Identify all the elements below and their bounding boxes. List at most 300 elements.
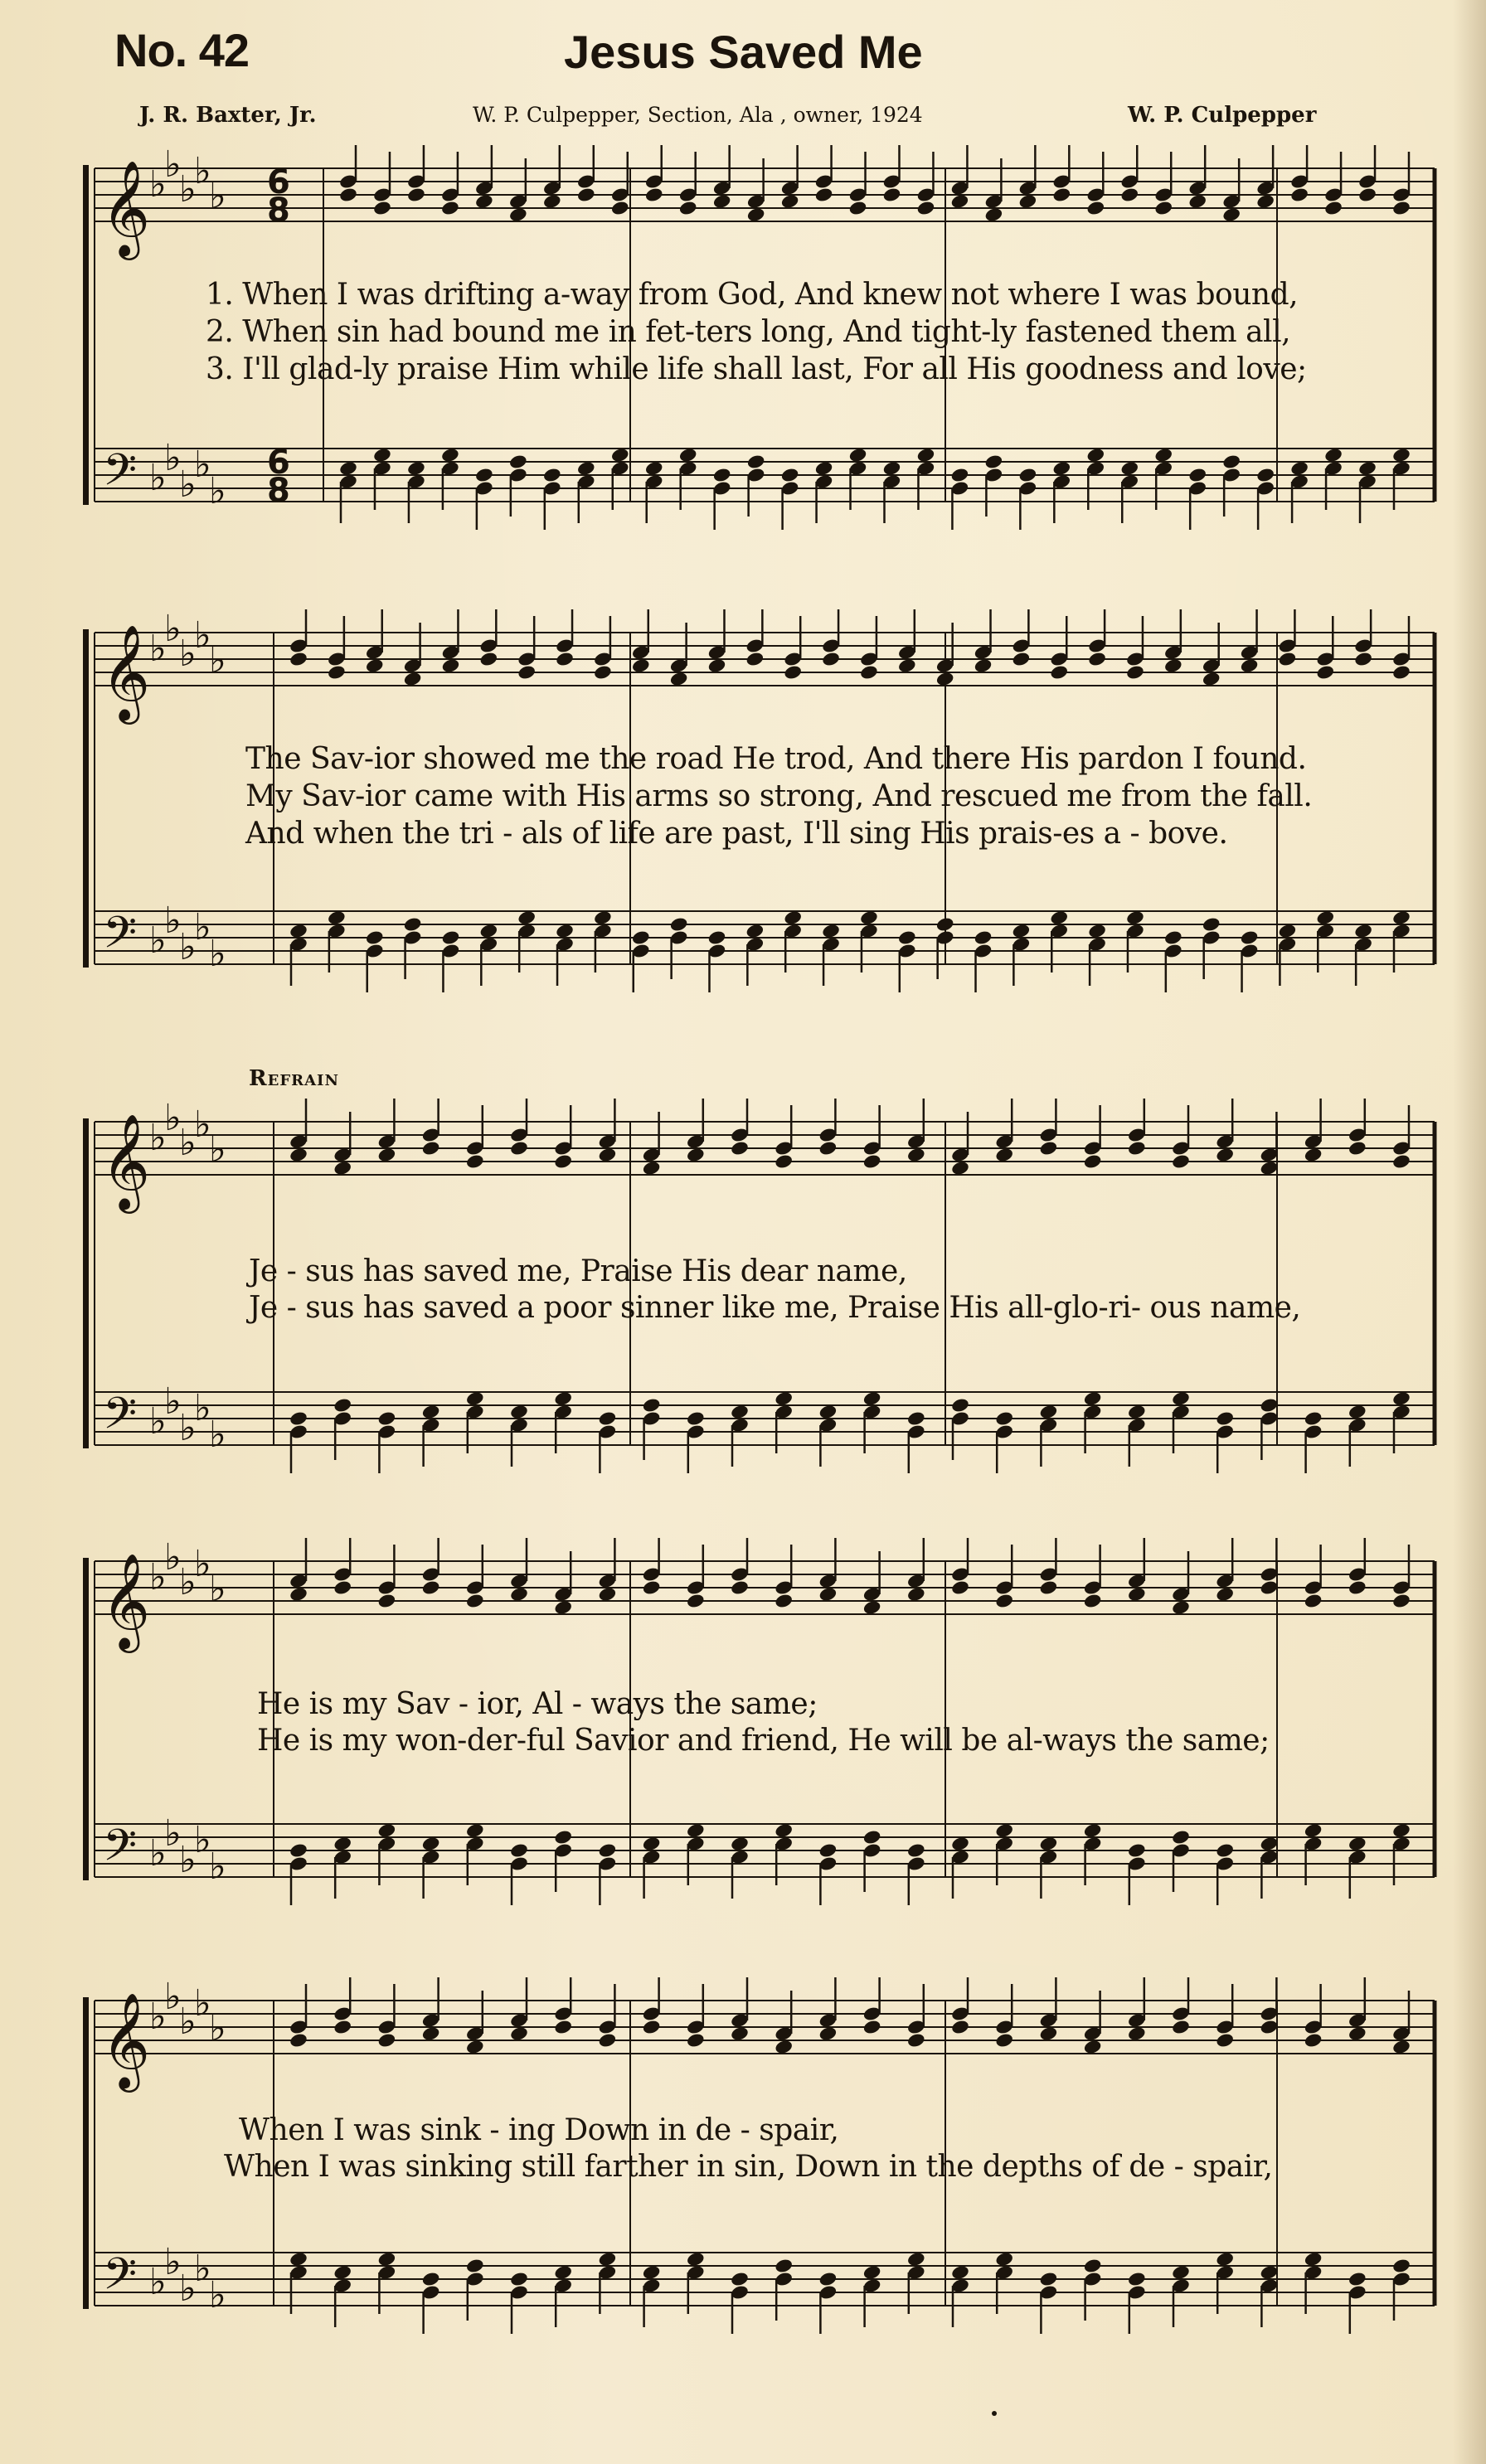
treble-notehead bbox=[994, 1593, 1014, 1609]
bass-notehead bbox=[555, 923, 575, 939]
treble-clef-icon: 𝄞 bbox=[101, 623, 151, 720]
bass-notehead bbox=[1083, 2258, 1103, 2274]
svg-text:♭: ♭ bbox=[179, 2268, 197, 2310]
bass-notehead bbox=[712, 467, 732, 483]
verse-line-2-cont: My Sav-ior came with His arms so strong, And rescued me from the fall. bbox=[245, 779, 1313, 813]
bass-notehead bbox=[862, 2264, 882, 2281]
svg-text:8: 8 bbox=[267, 472, 290, 510]
bass-notehead bbox=[1215, 1842, 1235, 1859]
svg-text:♭: ♭ bbox=[209, 470, 226, 512]
bass-notehead bbox=[774, 1390, 794, 1407]
svg-text:♭: ♭ bbox=[179, 1839, 197, 1881]
bass-notehead bbox=[746, 454, 766, 470]
system-brace-bar bbox=[83, 629, 89, 968]
bass-notehead bbox=[1323, 447, 1343, 463]
treble-key-signature bbox=[149, 145, 226, 217]
svg-text:♭: ♭ bbox=[164, 609, 182, 650]
treble-notehead bbox=[421, 1579, 441, 1596]
bass-time-signature bbox=[267, 444, 290, 510]
treble-notehead bbox=[377, 1593, 397, 1609]
svg-text:♭: ♭ bbox=[209, 1846, 226, 1888]
bass-notehead bbox=[377, 1410, 397, 1427]
treble-notehead bbox=[1018, 193, 1038, 210]
treble-notehead bbox=[333, 2019, 352, 2035]
refrain-line-5: When I was sink - ing Down in de - spair, bbox=[239, 2113, 839, 2147]
svg-text:♭: ♭ bbox=[149, 1400, 167, 1443]
treble-notehead bbox=[862, 2019, 882, 2035]
treble-notehead bbox=[403, 671, 423, 687]
bass-notehead bbox=[465, 1390, 485, 1407]
music-system-4 bbox=[83, 1538, 1443, 1928]
treble-notehead bbox=[783, 664, 803, 681]
treble-notehead bbox=[474, 193, 494, 210]
svg-text:♭: ♭ bbox=[179, 1561, 197, 1603]
bass-notehead bbox=[553, 1829, 573, 1846]
bass-notehead bbox=[1018, 467, 1038, 483]
bass-notehead bbox=[1221, 454, 1241, 470]
hymn-title: Jesus Saved Me bbox=[564, 26, 923, 78]
bass-notehead bbox=[862, 1390, 882, 1407]
svg-text:♭: ♭ bbox=[164, 145, 182, 186]
treble-notehead bbox=[686, 1593, 706, 1609]
bass-notehead bbox=[598, 1842, 618, 1859]
treble-notehead bbox=[916, 200, 936, 216]
treble-notehead bbox=[669, 671, 689, 687]
treble-notehead bbox=[1348, 1579, 1367, 1596]
treble-notehead bbox=[377, 2032, 397, 2049]
bass-notehead bbox=[1039, 2271, 1059, 2287]
treble-notehead bbox=[1052, 187, 1072, 203]
treble-clef-icon: 𝄞 bbox=[101, 1991, 151, 2088]
bass-notehead bbox=[289, 1410, 308, 1427]
treble-notehead bbox=[906, 1586, 926, 1603]
music-credit: W. P. Culpepper bbox=[1128, 103, 1317, 128]
treble-notehead bbox=[897, 657, 917, 674]
treble-notehead bbox=[1357, 187, 1377, 203]
treble-notehead bbox=[712, 193, 732, 210]
treble-notehead bbox=[1278, 651, 1298, 667]
bass-notehead bbox=[1083, 1390, 1103, 1407]
treble-notehead bbox=[406, 187, 426, 203]
bass-notehead bbox=[598, 2251, 618, 2268]
treble-notehead bbox=[882, 187, 902, 203]
bass-notehead bbox=[644, 460, 664, 477]
bass-notehead bbox=[1127, 2271, 1147, 2287]
bass-notehead bbox=[465, 1822, 485, 1839]
bass-notehead bbox=[950, 1836, 970, 1852]
treble-notehead bbox=[1171, 1153, 1191, 1170]
refrain-label: Refrain bbox=[249, 1066, 339, 1091]
bass-notehead bbox=[372, 447, 392, 463]
treble-notehead bbox=[440, 200, 460, 216]
treble-notehead bbox=[377, 1147, 397, 1163]
svg-text:♭: ♭ bbox=[194, 614, 211, 657]
treble-notehead bbox=[1215, 1147, 1235, 1163]
treble-notehead bbox=[774, 1593, 794, 1609]
bass-notehead bbox=[474, 467, 494, 483]
treble-notehead bbox=[327, 664, 347, 681]
treble-notehead bbox=[1391, 664, 1411, 681]
treble-clef-icon: 𝄞 bbox=[101, 159, 151, 256]
svg-text:♭: ♭ bbox=[179, 2001, 197, 2043]
svg-text:6: 6 bbox=[267, 444, 290, 482]
treble-notehead bbox=[950, 1579, 970, 1596]
treble-notehead bbox=[509, 1586, 529, 1603]
treble-notehead bbox=[994, 1147, 1014, 1163]
bass-notehead bbox=[821, 923, 841, 939]
treble-notehead bbox=[686, 2032, 706, 2049]
treble-notehead bbox=[365, 657, 385, 674]
treble-notehead bbox=[1221, 206, 1241, 223]
treble-notehead bbox=[1391, 2039, 1411, 2055]
bass-notehead bbox=[403, 916, 423, 933]
treble-notehead bbox=[686, 1147, 706, 1163]
bass-notehead bbox=[1085, 447, 1105, 463]
treble-notehead bbox=[1127, 2025, 1147, 2042]
svg-text:♭: ♭ bbox=[194, 1819, 211, 1861]
bass-notehead bbox=[686, 2251, 706, 2268]
bass-notehead bbox=[465, 2258, 485, 2274]
treble-notehead bbox=[1039, 2025, 1059, 2042]
svg-text:8: 8 bbox=[267, 192, 290, 230]
page-edge-shadow bbox=[1453, 0, 1486, 2464]
bass-notehead bbox=[1357, 460, 1377, 477]
bass-clef-icon: 𝄢 bbox=[103, 1389, 138, 1450]
bass-clef-icon: 𝄢 bbox=[103, 445, 138, 507]
treble-notehead bbox=[994, 2032, 1014, 2049]
svg-text:♭: ♭ bbox=[149, 919, 167, 962]
bass-notehead bbox=[441, 929, 461, 946]
bass-notehead bbox=[610, 447, 630, 463]
treble-notehead bbox=[1304, 2032, 1323, 2049]
treble-notehead bbox=[848, 200, 868, 216]
music-system-1 bbox=[83, 145, 1443, 535]
treble-notehead bbox=[906, 2032, 926, 2049]
bass-notehead bbox=[994, 1822, 1014, 1839]
svg-text:♭: ♭ bbox=[209, 2007, 226, 2049]
bass-notehead bbox=[327, 909, 347, 926]
treble-notehead bbox=[509, 1140, 529, 1157]
bass-notehead bbox=[1260, 2264, 1280, 2281]
bass-notehead bbox=[1127, 1842, 1147, 1859]
treble-notehead bbox=[333, 1579, 352, 1596]
bass-notehead bbox=[406, 460, 426, 477]
bass-notehead bbox=[1391, 1390, 1411, 1407]
treble-key-signature bbox=[149, 1977, 226, 2049]
bass-notehead bbox=[642, 1836, 662, 1852]
bass-notehead bbox=[421, 2271, 441, 2287]
treble-notehead bbox=[1125, 664, 1145, 681]
bass-notehead bbox=[333, 2264, 352, 2281]
bass-notehead bbox=[1187, 467, 1207, 483]
bass-notehead bbox=[642, 1397, 662, 1414]
treble-staff bbox=[95, 1122, 1435, 1175]
bass-notehead bbox=[669, 916, 689, 933]
bass-notehead bbox=[686, 1410, 706, 1427]
treble-notehead bbox=[1260, 1160, 1280, 1176]
bass-notehead bbox=[1391, 447, 1411, 463]
bass-notehead bbox=[745, 923, 765, 939]
treble-notehead bbox=[984, 206, 1004, 223]
svg-text:♭: ♭ bbox=[164, 1099, 182, 1139]
bass-clef-icon: 𝄢 bbox=[103, 2249, 138, 2311]
treble-notehead bbox=[1260, 2019, 1280, 2035]
treble-notehead bbox=[1153, 200, 1173, 216]
refrain-line-3: He is my Sav - ior, Al - ways the same; bbox=[257, 1687, 818, 1721]
bass-notehead bbox=[774, 1822, 794, 1839]
bass-notehead bbox=[906, 1842, 926, 1859]
treble-notehead bbox=[818, 1140, 838, 1157]
svg-text:♭: ♭ bbox=[194, 1982, 211, 2025]
bass-notehead bbox=[1240, 929, 1260, 946]
treble-notehead bbox=[289, 1586, 308, 1603]
bass-notehead bbox=[509, 1842, 529, 1859]
bass-notehead bbox=[1260, 1836, 1280, 1852]
refrain-line-4: He is my won-der-ful Savior and friend, He will be al-ways the same; bbox=[257, 1724, 1270, 1758]
svg-text:♭: ♭ bbox=[209, 1414, 226, 1456]
treble-notehead bbox=[780, 193, 800, 210]
treble-notehead bbox=[642, 2019, 662, 2035]
bass-notehead bbox=[994, 2251, 1014, 2268]
bass-notehead bbox=[508, 454, 528, 470]
treble-notehead bbox=[818, 2025, 838, 2042]
hymn-number: No. 42 bbox=[114, 24, 250, 76]
bass-notehead bbox=[1304, 1822, 1323, 1839]
bass-notehead bbox=[1039, 1404, 1059, 1420]
treble-notehead bbox=[1304, 1593, 1323, 1609]
svg-text:♭: ♭ bbox=[194, 1543, 211, 1585]
svg-text:♭: ♭ bbox=[194, 1387, 211, 1429]
treble-notehead bbox=[372, 200, 392, 216]
bass-notehead bbox=[984, 454, 1004, 470]
bass-notehead bbox=[509, 2271, 529, 2287]
bass-notehead bbox=[783, 909, 803, 926]
bass-notehead bbox=[1348, 1836, 1367, 1852]
treble-notehead bbox=[508, 206, 528, 223]
bass-notehead bbox=[1087, 923, 1107, 939]
svg-text:♭: ♭ bbox=[164, 1538, 182, 1579]
bass-notehead bbox=[707, 929, 727, 946]
svg-text:♭: ♭ bbox=[149, 628, 167, 670]
treble-notehead bbox=[1127, 1140, 1147, 1157]
treble-notehead bbox=[631, 657, 651, 674]
treble-key-signature bbox=[149, 1538, 226, 1610]
treble-notehead bbox=[1083, 1153, 1103, 1170]
page-speck bbox=[992, 2411, 997, 2416]
treble-notehead bbox=[610, 200, 630, 216]
treble-notehead bbox=[576, 187, 596, 203]
bass-notehead bbox=[859, 909, 879, 926]
treble-notehead bbox=[1202, 671, 1221, 687]
bass-notehead bbox=[994, 1410, 1014, 1427]
treble-notehead bbox=[1127, 1586, 1147, 1603]
bass-notehead bbox=[377, 2251, 397, 2268]
bass-notehead bbox=[1125, 909, 1145, 926]
bass-notehead bbox=[950, 1397, 970, 1414]
treble-notehead bbox=[598, 1147, 618, 1163]
treble-staff bbox=[95, 1561, 1435, 1614]
treble-notehead bbox=[598, 2032, 618, 2049]
treble-notehead bbox=[862, 1153, 882, 1170]
svg-text:♭: ♭ bbox=[194, 444, 211, 486]
treble-notehead bbox=[935, 671, 955, 687]
treble-time-signature bbox=[267, 163, 290, 230]
treble-notehead bbox=[774, 1153, 794, 1170]
treble-notehead bbox=[1171, 1599, 1191, 1616]
bass-notehead bbox=[1202, 916, 1221, 933]
words-credit: J. R. Baxter, Jr. bbox=[139, 103, 317, 128]
svg-text:♭: ♭ bbox=[179, 1122, 197, 1164]
music-system-5 bbox=[83, 1977, 1443, 2342]
refrain-line-6: When I was sinking still farther in sin, Down in the depths of de - spair, bbox=[224, 2150, 1273, 2184]
svg-text:♭: ♭ bbox=[149, 1996, 167, 2038]
treble-notehead bbox=[821, 651, 841, 667]
bass-notehead bbox=[333, 1397, 352, 1414]
svg-text:♭: ♭ bbox=[209, 639, 226, 681]
treble-notehead bbox=[950, 193, 970, 210]
bass-notehead bbox=[818, 1404, 838, 1420]
svg-text:♭: ♭ bbox=[209, 1568, 226, 1610]
bass-notehead bbox=[598, 1410, 618, 1427]
refrain-line-1: Je - sus has saved me, Praise His dear name, bbox=[249, 1254, 907, 1288]
bass-notehead bbox=[440, 447, 460, 463]
svg-text:♭: ♭ bbox=[209, 175, 226, 217]
svg-text:♭: ♭ bbox=[194, 1103, 211, 1146]
treble-notehead bbox=[1315, 664, 1335, 681]
svg-text:♭: ♭ bbox=[194, 150, 211, 192]
system-brace-bar bbox=[83, 1118, 89, 1448]
treble-notehead bbox=[1083, 2039, 1103, 2055]
treble-notehead bbox=[642, 1579, 662, 1596]
treble-key-signature bbox=[149, 1099, 226, 1171]
treble-notehead bbox=[517, 664, 537, 681]
verse-line-3-cont: And when the tri - als of life are past, I'll sing His prais-es a - bove. bbox=[245, 817, 1228, 851]
bass-notehead bbox=[906, 2251, 926, 2268]
refrain-line-2: Je - sus has saved a poor sinner like me, Praise His all-glo-ri- ous name, bbox=[249, 1291, 1301, 1325]
bass-notehead bbox=[1171, 2264, 1191, 2281]
bass-notehead bbox=[593, 909, 613, 926]
treble-key-signature bbox=[149, 609, 226, 681]
treble-notehead bbox=[1240, 657, 1260, 674]
treble-notehead bbox=[465, 2039, 485, 2055]
treble-notehead bbox=[1083, 1593, 1103, 1609]
treble-notehead bbox=[642, 1160, 662, 1176]
bass-notehead bbox=[289, 2251, 308, 2268]
bass-notehead bbox=[542, 467, 562, 483]
verse-line-3: 3. I'll glad-ly praise Him while life shall last, For all His goodness and love; bbox=[206, 352, 1307, 386]
treble-notehead bbox=[1039, 1140, 1059, 1157]
bass-notehead bbox=[553, 1390, 573, 1407]
treble-notehead bbox=[1260, 1579, 1280, 1596]
bass-notehead bbox=[1215, 2251, 1235, 2268]
music-system-3 bbox=[83, 1099, 1443, 1488]
bass-notehead bbox=[1391, 2258, 1411, 2274]
copyright-notice: W. P. Culpepper, Section, Ala , owner, 1924 bbox=[473, 103, 923, 127]
treble-notehead bbox=[1353, 651, 1373, 667]
bass-notehead bbox=[517, 909, 537, 926]
treble-notehead bbox=[1348, 1140, 1367, 1157]
bass-notehead bbox=[365, 929, 385, 946]
bass-notehead bbox=[333, 1836, 352, 1852]
treble-notehead bbox=[950, 2019, 970, 2035]
treble-notehead bbox=[1171, 2019, 1191, 2035]
bass-notehead bbox=[1315, 909, 1335, 926]
treble-notehead bbox=[421, 2025, 441, 2042]
bass-notehead bbox=[1171, 1390, 1191, 1407]
treble-notehead bbox=[1255, 193, 1275, 210]
treble-notehead bbox=[730, 1579, 750, 1596]
bass-notehead bbox=[553, 2264, 573, 2281]
treble-notehead bbox=[1187, 193, 1207, 210]
bass-notehead bbox=[421, 1836, 441, 1852]
svg-text:♭: ♭ bbox=[164, 1380, 182, 1423]
svg-text:♭: ♭ bbox=[149, 1117, 167, 1159]
bass-notehead bbox=[1153, 447, 1173, 463]
bass-notehead bbox=[1391, 1822, 1411, 1839]
bass-notehead bbox=[1304, 1410, 1323, 1427]
verse-line-1-cont: The Sav-ior showed me the road He trod, And there His pardon I found. bbox=[245, 742, 1307, 776]
bass-notehead bbox=[686, 1822, 706, 1839]
bass-notehead bbox=[1304, 2251, 1323, 2268]
bass-notehead bbox=[1127, 1404, 1147, 1420]
svg-text:♭: ♭ bbox=[209, 933, 226, 975]
treble-notehead bbox=[1215, 2032, 1235, 2049]
bass-notehead bbox=[678, 447, 698, 463]
svg-text:♭: ♭ bbox=[209, 2274, 226, 2316]
treble-clef-icon: 𝄞 bbox=[101, 1113, 151, 1210]
treble-notehead bbox=[1049, 664, 1069, 681]
treble-notehead bbox=[1215, 1586, 1235, 1603]
treble-notehead bbox=[1085, 200, 1105, 216]
bass-notehead bbox=[1348, 2271, 1367, 2287]
bass-notehead bbox=[730, 1836, 750, 1852]
svg-text:♭: ♭ bbox=[149, 457, 167, 499]
bass-notehead bbox=[818, 2271, 838, 2287]
treble-notehead bbox=[814, 187, 834, 203]
treble-notehead bbox=[746, 206, 766, 223]
bass-notehead bbox=[974, 929, 993, 946]
bass-notehead bbox=[1171, 1829, 1191, 1846]
treble-clef-icon: 𝄞 bbox=[101, 1552, 151, 1649]
treble-notehead bbox=[593, 664, 613, 681]
treble-notehead bbox=[1289, 187, 1309, 203]
treble-notehead bbox=[289, 2032, 308, 2049]
treble-notehead bbox=[465, 1593, 485, 1609]
treble-notehead bbox=[906, 1147, 926, 1163]
svg-text:♭: ♭ bbox=[194, 906, 211, 948]
treble-notehead bbox=[1391, 1153, 1411, 1170]
bass-notehead bbox=[509, 1404, 529, 1420]
treble-notehead bbox=[678, 200, 698, 216]
treble-notehead bbox=[553, 2019, 573, 2035]
verse-line-2: 2. When sin had bound me in fet-ters long, And tight-ly fastened them all, bbox=[206, 315, 1291, 349]
svg-text:♭: ♭ bbox=[164, 1812, 182, 1855]
treble-notehead bbox=[1304, 1147, 1323, 1163]
treble-notehead bbox=[555, 651, 575, 667]
treble-notehead bbox=[333, 1160, 352, 1176]
bass-notehead bbox=[730, 1404, 750, 1420]
bass-notehead bbox=[1255, 467, 1275, 483]
treble-notehead bbox=[862, 1599, 882, 1616]
treble-notehead bbox=[553, 1599, 573, 1616]
treble-notehead bbox=[338, 187, 358, 203]
treble-notehead bbox=[974, 657, 993, 674]
bass-clef-icon: 𝄢 bbox=[103, 1821, 138, 1882]
bass-notehead bbox=[1289, 460, 1309, 477]
music-system-2 bbox=[83, 609, 1443, 999]
treble-notehead bbox=[1391, 1593, 1411, 1609]
bass-notehead bbox=[576, 460, 596, 477]
